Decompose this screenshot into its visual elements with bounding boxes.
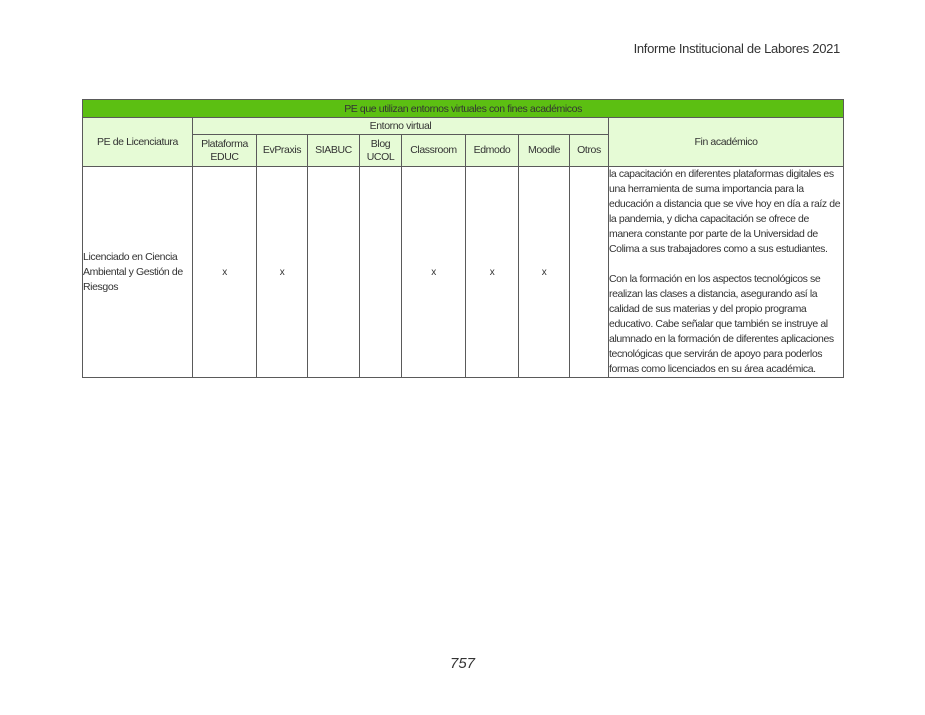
fin-paragraph: la capacitación en diferentes plataformas digitales es una herramienta de suma importancia para la educación a distancia que se vive hoy en día a raíz de la pandemia, y dicha capacitación se ofrece de manera constante por parte de la Universidad de Colima a sus trabajadores como a sus estudiantes. (609, 168, 841, 255)
group-header-entorno-virtual: Entorno virtual (193, 118, 609, 135)
platform-mark: x (193, 167, 257, 378)
page-number: 757 (449, 655, 476, 672)
column-header-program: PE de Licenciatura (83, 118, 193, 167)
column-header-fin-academico: Fin académico (609, 118, 844, 167)
column-header-platform: Moodle (519, 135, 570, 167)
column-header-platform: Plataforma EDUC (193, 135, 257, 167)
program-name: Licenciado en Ciencia Ambiental y Gestión de Riesgos (83, 167, 193, 378)
platform-mark (360, 167, 402, 378)
column-header-platform: Classroom (402, 135, 466, 167)
column-header-platform: Blog UCOL (360, 135, 402, 167)
column-header-platform: EvPraxis (257, 135, 308, 167)
platform-mark: x (257, 167, 308, 378)
document-header: Informe Institucional de Labores 2021 (633, 41, 840, 56)
fin-academico-text (609, 167, 844, 378)
virtual-environments-table (82, 99, 844, 378)
platform-mark: x (402, 167, 466, 378)
column-header-platform: Otros (570, 135, 609, 167)
platform-mark: x (519, 167, 570, 378)
column-header-platform: SIABUC (308, 135, 360, 167)
column-header-platform: Edmodo (466, 135, 519, 167)
platform-mark: x (466, 167, 519, 378)
table-title: PE que utilizan entornos virtuales con fines académicos (83, 100, 844, 118)
platform-mark (308, 167, 360, 378)
platform-mark (570, 167, 609, 378)
table-row (83, 167, 844, 378)
fin-paragraph: Con la formación en los aspectos tecnológicos se realizan las clases a distancia, asegurando así la calidad de sus materias y del propio programa educativo. Cabe señalar que también se instruye al alumnado en la formación de diferentes aplicaciones tecnológicas que servirán de apoyo para poderlos formas como licenciados en su área académica. (609, 273, 834, 375)
